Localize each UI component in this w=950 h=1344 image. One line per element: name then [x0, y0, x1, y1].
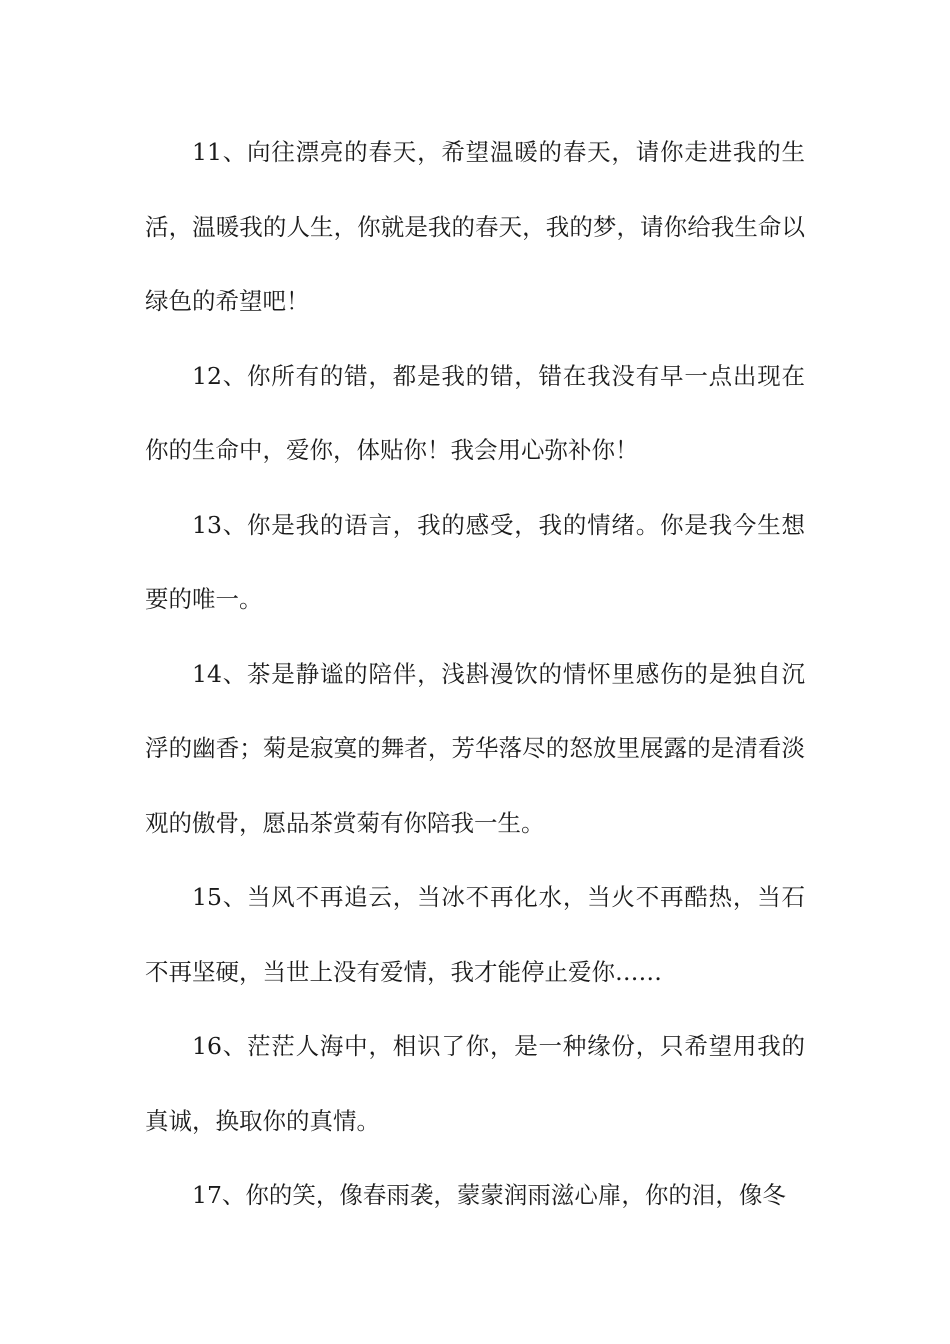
paragraph-16: 16、茫茫人海中，相识了你，是一种缘份，只希望用我的真诚，换取你的真情。 — [145, 1032, 805, 1135]
document-body — [145, 115, 805, 1233]
paragraph-15: 15、当风不再追云，当冰不再化水，当火不再酷热，当石不再坚硬，当世上没有爱情，我才能停止爱你…… — [145, 883, 805, 986]
paragraph-14: 14、茶是静谧的陪伴，浅斟漫饮的情怀里感伤的是独自沉浮的幽香；菊是寂寞的舞者，芳华落尽的怒放里展露的是清看淡观的傲骨，愿品茶赏菊有你陪我一生。 — [145, 659, 805, 837]
paragraph-17: 17、你的笑，像春雨袭，蒙蒙润雨滋心扉，你的泪，像冬 — [192, 1181, 786, 1209]
paragraph-13: 13、你是我的语言，我的感受，我的情绪。你是我今生想要的唯一。 — [145, 510, 805, 613]
paragraph-11: 11、向往漂亮的春天，希望温暖的春天，请你走进我的生活，温暖我的人生，你就是我的春天，我的梦，请你给我生命以绿色的希望吧！ — [145, 138, 805, 315]
paragraph-12: 12、你所有的错，都是我的错，错在我没有早一点出现在你的生命中，爱你，体贴你！我会用心弥补你！ — [145, 361, 805, 464]
